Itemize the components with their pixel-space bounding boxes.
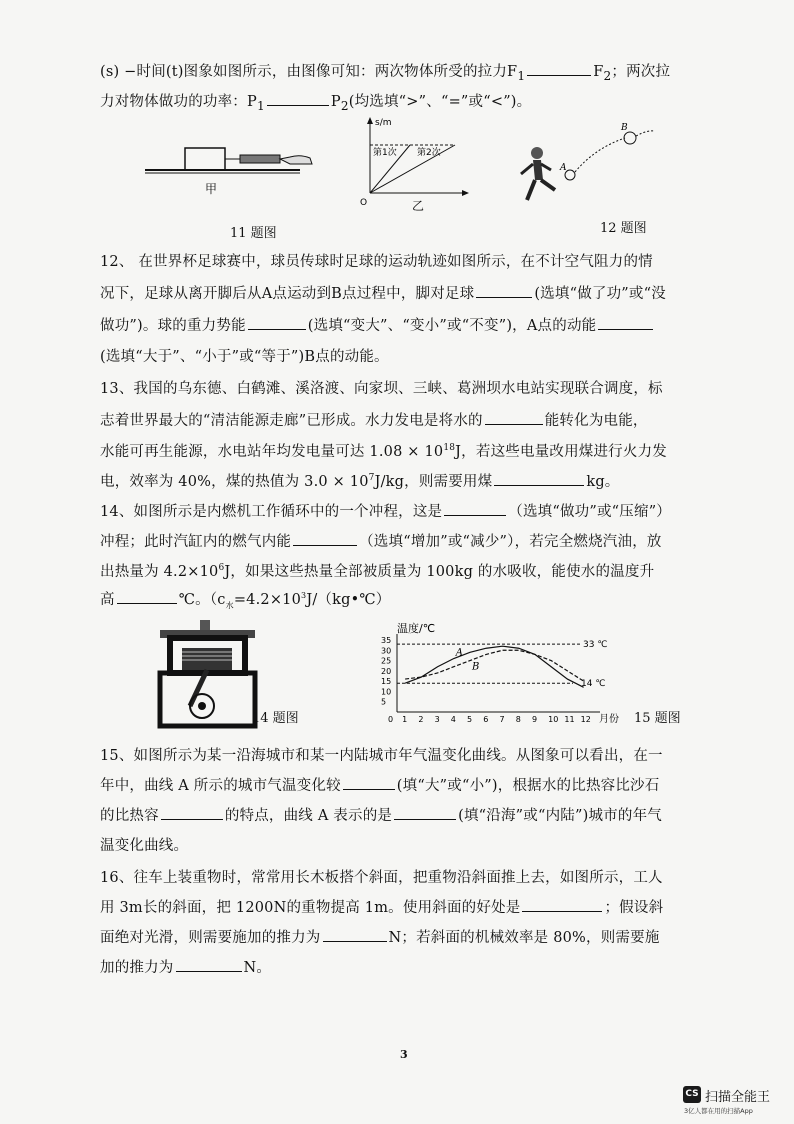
sub: 水 <box>225 600 234 610</box>
fig11-origin: O <box>360 198 368 208</box>
chart-ylabel: 温度/℃ <box>397 622 436 635</box>
text: 况下，足球从离开脚后从A点运动到B点过程中，脚对足球 <box>100 286 475 302</box>
text: ；两次拉 <box>611 64 671 80</box>
text: P <box>330 94 341 110</box>
q16-line-2 <box>100 896 663 917</box>
chart-xlabel: 月份 <box>599 714 619 725</box>
sup: 18 <box>443 443 456 454</box>
answer-blank[interactable] <box>248 315 306 330</box>
chart-ytick-label: 25 <box>381 656 392 666</box>
text: 的比热容 <box>100 808 159 824</box>
text: 15、如图所示为某一沿海城市和某一内陆城市年气温变化曲线。从图象可以看出，在一 <box>100 748 663 764</box>
text: F <box>593 64 604 80</box>
fig11-jia-diagram <box>140 140 315 190</box>
text: J，如果这些热量全部被质量为 100kg 的水吸收，能使水的温度升 <box>224 564 655 580</box>
text: ；假设斜 <box>604 900 664 916</box>
q13-line-2 <box>100 409 648 430</box>
q14-line-4 <box>100 588 390 611</box>
chart-ytick-label: 35 <box>381 636 392 645</box>
text: 志着世界最大的“清洁能源走廊”已形成。水力发电是将水的 <box>100 413 483 429</box>
q15-line-3 <box>100 804 662 825</box>
fig14-caption: 14 题图 <box>252 711 299 726</box>
text: 出热量为 4.2×10 <box>100 564 219 580</box>
scanner-name: 扫描全能王 <box>705 1090 771 1105</box>
chart-xtick-label: 8 <box>515 715 521 724</box>
answer-blank[interactable] <box>476 283 532 298</box>
answer-blank[interactable] <box>267 91 329 106</box>
q16-line-1 <box>100 866 663 887</box>
chart-xtick-label: 9 <box>531 715 538 724</box>
q11-line-1 <box>100 60 670 83</box>
text: 力对物体做功的功率：P <box>100 94 257 110</box>
text: 冲程；此时汽缸内的燃气内能 <box>100 534 292 550</box>
text: N；若斜面的机械效率是 80%，则需要施 <box>388 930 660 946</box>
fig12-caption: 12 题图 <box>600 221 647 236</box>
text: 水能可再生能源，水电站年均发电量可达 1.08 × 10 <box>100 444 444 460</box>
chart-xtick-label: 10 <box>548 715 559 724</box>
sub: 1 <box>517 68 526 83</box>
text: 13、我国的乌东德、白鹤滩、溪洛渡、向家坝、三峡、葛洲坝水电站实现联合调度，标 <box>100 381 663 397</box>
chart-xtick-label: 3 <box>434 715 440 724</box>
text: (均选填“>”、“=”或“<”)。 <box>348 94 532 110</box>
text: （选填“增加”或“减少”），若完全燃烧汽油，放 <box>359 534 662 550</box>
chart-xtick-label: 4 <box>450 715 456 724</box>
scanner-logo-icon: CS <box>683 1086 701 1103</box>
chart-ytick-label: 30 <box>381 646 392 656</box>
fig11-ylabel: s/m <box>375 118 392 128</box>
answer-blank[interactable] <box>522 897 602 912</box>
sup: 3 <box>301 591 307 601</box>
text: 用 3m长的斜面，把 1200N的重物提高 1m。使用斜面的好处是 <box>100 900 521 916</box>
chart-xtick-label: 7 <box>499 715 505 724</box>
q14-line-3 <box>100 560 654 581</box>
chart-ytick-label: 5 <box>381 697 387 707</box>
q15-line-1 <box>100 744 663 765</box>
chart-origin: 0 <box>388 715 394 724</box>
q15-line-4 <box>100 834 188 855</box>
chart-xtick-label: 5 <box>467 715 473 724</box>
text: 温变化曲线。 <box>100 838 189 854</box>
fig12-diagram <box>515 118 680 213</box>
chart-xtick-label: 2 <box>418 715 424 724</box>
fig11-caption: 11 题图 <box>230 226 277 241</box>
sup: 7 <box>368 473 375 484</box>
chart-xtick-label: 6 <box>483 715 489 724</box>
chart-ref-low-label: 14 ℃ <box>581 679 606 690</box>
q12-line-4 <box>100 345 389 366</box>
text: (选填“做了功”或“没 <box>534 286 666 302</box>
text: （选填“做功”或“压缩”） <box>508 504 672 520</box>
text: 高 <box>100 592 115 608</box>
chart-ytick-label: 10 <box>381 687 392 697</box>
chart-series-label-A: A <box>455 647 464 659</box>
q12-line-2 <box>100 282 666 303</box>
text: 年中，曲线 A 所示的城市气温变化较 <box>100 778 341 794</box>
fig12-label-a: A <box>560 163 567 173</box>
text: 的特点，曲线 A 表示的是 <box>224 808 393 824</box>
text: 12、 在世界杯足球赛中，球员传球时足球的运动轨迹如图所示，在不计空气阻力的情 <box>100 254 653 270</box>
sub: 2 <box>603 68 612 83</box>
text: 加的推力为 <box>100 960 174 976</box>
chart-xtick-label: 1 <box>402 715 408 724</box>
answer-blank[interactable] <box>394 805 456 820</box>
answer-blank[interactable] <box>293 531 357 546</box>
answer-blank[interactable] <box>323 927 387 942</box>
sub: 1 <box>256 98 265 113</box>
answer-blank[interactable] <box>598 315 653 330</box>
fig11-jia-label: 甲 <box>205 182 218 196</box>
chart-xtick-label: 11 <box>564 715 575 724</box>
text: (选填“变大”、“变小”或“不变”)，A点的动能 <box>307 318 597 334</box>
q11-line-2 <box>100 90 531 113</box>
text: kg。 <box>586 474 620 490</box>
answer-blank[interactable] <box>485 410 543 425</box>
text: =4.2×10 <box>233 592 302 608</box>
q12-line-1 <box>100 250 653 271</box>
fig11-series1: 第1次 <box>373 148 397 158</box>
page-number: 3 <box>400 1048 408 1061</box>
sub: 2 <box>340 98 349 113</box>
answer-blank[interactable] <box>494 471 584 486</box>
answer-blank[interactable] <box>343 775 395 790</box>
q15-line-2 <box>100 774 659 795</box>
text: 能转化为电能， <box>544 413 648 429</box>
text: ℃。（c <box>178 592 226 608</box>
q14-line-1 <box>100 500 671 521</box>
fig14-engine-diagram <box>150 618 265 738</box>
text: J，若这些电量改用煤进行火力发 <box>455 444 667 460</box>
q14-line-2 <box>100 530 662 551</box>
q16-line-3 <box>100 926 660 947</box>
q13-line-3 <box>100 440 667 461</box>
text: 面绝对光滑，则需要施加的推力为 <box>100 930 321 946</box>
answer-blank[interactable] <box>527 61 591 76</box>
text: J/（kg•℃） <box>306 592 391 608</box>
fig11-yi-label: 乙 <box>412 199 425 213</box>
q13-line-1 <box>100 377 663 398</box>
text: N。 <box>243 960 272 976</box>
chart-ref-high-label: 33 ℃ <box>583 640 608 651</box>
fig15-caption: 15 题图 <box>634 711 681 726</box>
q13-line-4 <box>100 470 620 491</box>
text: J/kg，则需要用煤 <box>374 474 493 490</box>
chart-ytick-label: 15 <box>381 677 392 687</box>
q16-line-4 <box>100 956 271 977</box>
fig15-temperature-chart <box>375 618 640 728</box>
chart-xtick-label: 12 <box>580 715 591 724</box>
text: 做功”)。球的重力势能 <box>100 318 246 334</box>
fig11-series2: 第2次 <box>417 148 441 158</box>
text: (填“大”或“小”)，根据水的比热容比沙石 <box>396 778 660 794</box>
answer-blank[interactable] <box>161 805 223 820</box>
answer-blank[interactable] <box>117 589 177 604</box>
answer-blank[interactable] <box>176 957 242 972</box>
chart-ytick-label: 20 <box>381 666 392 676</box>
fig12-label-b: B <box>621 123 628 133</box>
chart-series-label-B: B <box>472 661 480 673</box>
chart-series-line-B <box>405 647 584 681</box>
text: (填“沿海”或“内陆”)城市的年气 <box>458 808 662 824</box>
text: 电，效率为 40%，煤的热值为 3.0 × 10 <box>100 474 369 490</box>
text: (s) −时间(t)图象如图所示，由图像可知：两次物体所受的拉力F <box>100 64 518 80</box>
text: 16、往车上装重物时，常常用长木板搭个斜面，把重物沿斜面推上去，如图所示，工人 <box>100 870 663 886</box>
sup: 6 <box>218 563 225 574</box>
answer-blank[interactable] <box>444 501 506 516</box>
scanner-tagline: 3亿人都在用的扫描App <box>684 1107 753 1115</box>
text: (选填“大于”、“小于”或“等于”)B点的动能。 <box>100 349 389 365</box>
text: 14、如图所示是内燃机工作循环中的一个冲程，这是 <box>100 504 443 520</box>
q12-line-3 <box>100 314 655 335</box>
